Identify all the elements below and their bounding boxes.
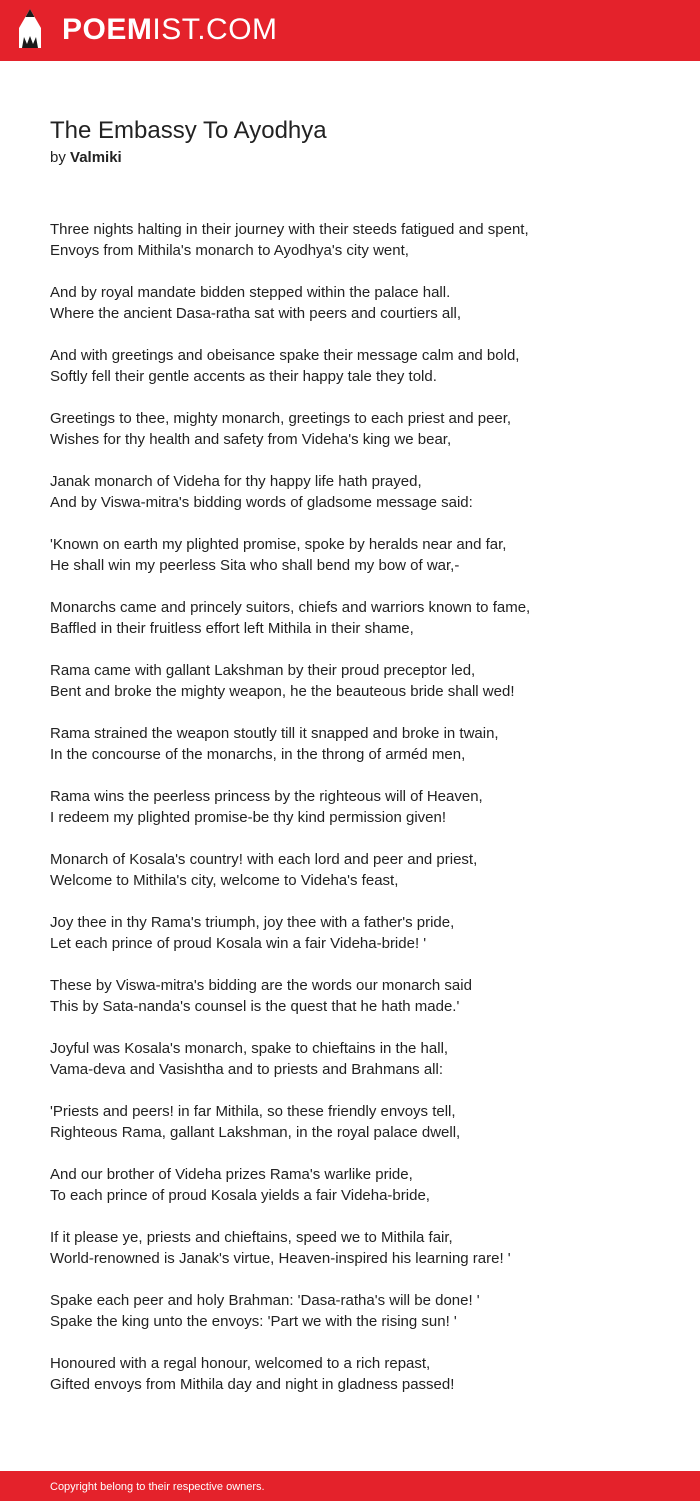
poem-line: World-renowned is Janak's virtue, Heaven-inspired his learning rare! ' bbox=[50, 1250, 511, 1267]
poem-line: And with greetings and obeisance spake their message calm and bold, bbox=[50, 347, 520, 364]
poem-line: Rama came with gallant Lakshman by their proud preceptor led, bbox=[50, 662, 476, 679]
stanza bbox=[50, 1353, 670, 1416]
poem-line: Honoured with a regal honour, welcomed to a rich repast, bbox=[50, 1355, 431, 1372]
poem-line: Three nights halting in their journey with their steeds fatigued and spent, bbox=[50, 221, 529, 238]
stanza bbox=[50, 1101, 670, 1164]
byline bbox=[50, 148, 122, 168]
stanza bbox=[50, 912, 670, 975]
poem-line: Bent and broke the mighty weapon, he the beauteous bride shall wed! bbox=[50, 683, 515, 700]
poem-line: 'Known on earth my plighted promise, spoke by heralds near and far, bbox=[50, 536, 507, 553]
stanza bbox=[50, 471, 670, 534]
poem-line: Envoys from Mithila's monarch to Ayodhya's city went, bbox=[50, 242, 409, 259]
poem-line: Welcome to Mithila's city, welcome to Videha's feast, bbox=[50, 872, 399, 889]
author-name: Valmiki bbox=[70, 149, 122, 166]
by-prefix: by bbox=[50, 149, 66, 166]
stanza bbox=[50, 1164, 670, 1227]
poem-line: Monarch of Kosala's country! with each lord and peer and priest, bbox=[50, 851, 478, 868]
poem-line: Vama-deva and Vasishtha and to priests and Brahmans all: bbox=[50, 1061, 444, 1078]
poem-line: Baffled in their fruitless effort left Mithila in their shame, bbox=[50, 620, 414, 637]
stanza bbox=[50, 345, 670, 408]
poem-line: Joyful was Kosala's monarch, spake to chieftains in the hall, bbox=[50, 1040, 449, 1057]
stanza bbox=[50, 408, 670, 471]
site-logo[interactable] bbox=[62, 13, 278, 47]
poem-line: Righteous Rama, gallant Lakshman, in the royal palace dwell, bbox=[50, 1124, 461, 1141]
stanza bbox=[50, 849, 670, 912]
stanza bbox=[50, 1290, 670, 1353]
poem-line: 'Priests and peers! in far Mithila, so these friendly envoys tell, bbox=[50, 1103, 456, 1120]
poem-line: And by royal mandate bidden stepped within the palace hall. bbox=[50, 284, 451, 301]
site-header bbox=[0, 0, 700, 61]
poem-line: These by Viswa-mitra's bidding are the words our monarch said bbox=[50, 977, 472, 994]
poem-line: Greetings to thee, mighty monarch, greetings to each priest and peer, bbox=[50, 410, 512, 427]
poem-line: To each prince of proud Kosala yields a fair Videha-bride, bbox=[50, 1187, 430, 1204]
poem-line: Spake the king unto the envoys: 'Part we with the rising sun! ' bbox=[50, 1313, 457, 1330]
stanza bbox=[50, 723, 670, 786]
brand-name-light: IST.COM bbox=[152, 13, 278, 46]
poem-line: This by Sata-nanda's counsel is the quest that he hath made.' bbox=[50, 998, 460, 1015]
poem-line: Monarchs came and princely suitors, chiefs and warriors known to fame, bbox=[50, 599, 531, 616]
poem-line: If it please ye, priests and chieftains, speed we to Mithila fair, bbox=[50, 1229, 453, 1246]
copyright-text: Copyright belong to their respective owners. bbox=[50, 1481, 265, 1493]
site-footer bbox=[0, 1471, 700, 1501]
poem-line: And by Viswa-mitra's bidding words of gladsome message said: bbox=[50, 494, 473, 511]
poem-line: Gifted envoys from Mithila day and night in gladness passed! bbox=[50, 1376, 455, 1393]
poem-line: In the concourse of the monarchs, in the throng of arméd men, bbox=[50, 746, 466, 763]
poem-body bbox=[50, 219, 670, 1416]
poem-line: I redeem my plighted promise-be thy kind permission given! bbox=[50, 809, 447, 826]
brand-name-bold: POEM bbox=[62, 13, 153, 46]
poem-line: Rama wins the peerless princess by the righteous will of Heaven, bbox=[50, 788, 483, 805]
stanza bbox=[50, 219, 670, 282]
stanza bbox=[50, 534, 670, 597]
poem-line: Rama strained the weapon stoutly till it snapped and broke in twain, bbox=[50, 725, 499, 742]
poem-line: He shall win my peerless Sita who shall bend my bow of war,- bbox=[50, 557, 460, 574]
stanza bbox=[50, 1038, 670, 1101]
poem-line: Where the ancient Dasa-ratha sat with peers and courtiers all, bbox=[50, 305, 462, 322]
stanza bbox=[50, 660, 670, 723]
poem-line: Janak monarch of Videha for thy happy life hath prayed, bbox=[50, 473, 422, 490]
stanza bbox=[50, 1227, 670, 1290]
poem-title: The Embassy To Ayodhya bbox=[50, 117, 327, 144]
poem-line: And our brother of Videha prizes Rama's warlike pride, bbox=[50, 1166, 413, 1183]
stanza bbox=[50, 597, 670, 660]
stanza bbox=[50, 282, 670, 345]
pencil-icon[interactable] bbox=[16, 8, 44, 52]
poem-line: Softly fell their gentle accents as their happy tale they told. bbox=[50, 368, 437, 385]
poem-line: Let each prince of proud Kosala win a fair Videha-bride! ' bbox=[50, 935, 427, 952]
poem-line: Wishes for thy health and safety from Videha's king we bear, bbox=[50, 431, 452, 448]
stanza bbox=[50, 975, 670, 1038]
stanza bbox=[50, 786, 670, 849]
poem-line: Joy thee in thy Rama's triumph, joy thee with a father's pride, bbox=[50, 914, 455, 931]
poem-line: Spake each peer and holy Brahman: 'Dasa-ratha's will be done! ' bbox=[50, 1292, 480, 1309]
